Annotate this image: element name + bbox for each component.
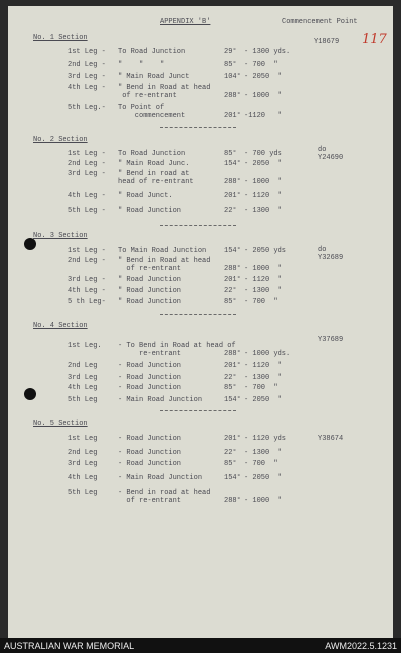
leg-distance: - 1300 ": [244, 374, 282, 382]
leg-number: 3rd Leg -: [68, 276, 106, 284]
leg-bearing: 288°: [224, 92, 241, 100]
leg-distance: - 1000 ": [244, 178, 282, 186]
leg-number: 1st Leg -: [68, 150, 106, 158]
leg-distance: - 2050 ": [244, 474, 282, 482]
section-title: No. 4 Section: [33, 322, 88, 330]
leg-bearing: 85°: [224, 150, 237, 158]
leg-number: 1st Leg -: [68, 247, 106, 255]
leg-distance: - 700 ": [244, 384, 278, 392]
leg-bearing: 201°: [224, 112, 241, 120]
leg-distance: - 1000 ": [244, 265, 282, 273]
leg-bearing: 201°: [224, 435, 241, 443]
leg-destination: - Main Road Junction: [118, 474, 203, 482]
leg-number: 2nd Leg -: [68, 61, 106, 69]
leg-destination: " Road Junction: [118, 287, 182, 295]
section-ref: Y38674: [318, 435, 344, 443]
footer-accession-number: AWM2022.5.1231: [325, 641, 397, 651]
section-title: No. 2 Section: [33, 136, 88, 144]
leg-distance: - 1300 ": [244, 287, 282, 295]
leg-bearing: 22°: [224, 287, 237, 295]
leg-number: 3rd Leg: [68, 374, 98, 382]
leg-destination: - Main Road Junction: [118, 396, 203, 404]
leg-bearing: 288°: [224, 350, 241, 358]
leg-bearing: 29°: [224, 48, 237, 56]
leg-number: 2nd Leg -: [68, 257, 106, 265]
leg-bearing: 85°: [224, 298, 237, 306]
leg-number: 3rd Leg: [68, 460, 98, 468]
leg-distance: - 1120 yds: [244, 435, 287, 443]
leg-distance: - 700 yds: [244, 150, 282, 158]
appendix-title: APPENDIX 'B': [160, 18, 211, 26]
leg-number: 5th Leg: [68, 489, 98, 497]
leg-bearing: 154°: [224, 396, 241, 404]
leg-bearing: 85°: [224, 61, 237, 69]
leg-bearing: 154°: [224, 247, 241, 255]
leg-destination: " Road Junction: [118, 298, 182, 306]
commencement-ref: Y18679: [314, 38, 340, 46]
leg-distance: - 1000 ": [244, 92, 282, 100]
leg-bearing: 201°: [224, 276, 241, 284]
section-title: No. 5 Section: [33, 420, 88, 428]
leg-distance: - 2050 ": [244, 396, 282, 404]
leg-destination: - Road Junction: [118, 374, 182, 382]
leg-number: 4th Leg: [68, 474, 98, 482]
leg-distance: -1120 ": [244, 112, 282, 120]
leg-number: 5th Leg: [68, 396, 98, 404]
leg-destination: - Road Junction: [118, 435, 182, 443]
leg-distance: - 1120 ": [244, 192, 282, 200]
leg-number: 1st Leg.: [68, 342, 102, 350]
leg-bearing: 85°: [224, 460, 237, 468]
leg-destination: " " ": [118, 61, 165, 69]
section-divider: [160, 127, 236, 128]
footer-bar: [0, 638, 401, 653]
leg-number: 3rd Leg -: [68, 170, 106, 178]
leg-destination: To Road Junction: [118, 150, 186, 158]
leg-distance: - 700 ": [244, 61, 278, 69]
leg-number: 2nd Leg -: [68, 160, 106, 168]
leg-bearing: 288°: [224, 497, 241, 505]
leg-destination: - Bend in road at head of re-entrant: [118, 489, 211, 505]
leg-distance: - 1300 yds.: [244, 48, 291, 56]
leg-destination: - To Bend in Road at head of re-entrant: [118, 342, 236, 358]
section-title: No. 3 Section: [33, 232, 88, 240]
leg-bearing: 154°: [224, 160, 241, 168]
section-ref: do Y32689: [318, 246, 344, 262]
leg-distance: - 1300 ": [244, 207, 282, 215]
section-title: No. 1 Section: [33, 34, 88, 42]
leg-bearing: 22°: [224, 374, 237, 382]
section-divider: [160, 225, 236, 226]
section-ref: Y37689: [318, 336, 344, 344]
leg-bearing: 154°: [224, 474, 241, 482]
leg-destination: To Road Junction: [118, 48, 186, 56]
leg-distance: - 2050 yds: [244, 247, 287, 255]
leg-number: 2nd Leg: [68, 362, 98, 370]
leg-distance: - 2050 ": [244, 160, 282, 168]
leg-number: 1st Leg -: [68, 48, 106, 56]
section-divider: [160, 410, 236, 411]
leg-bearing: 104°: [224, 73, 241, 81]
leg-number: 2nd Leg: [68, 449, 98, 457]
punch-hole: [24, 388, 36, 400]
leg-destination: To Main Road Junction: [118, 247, 207, 255]
footer-institution: AUSTRALIAN WAR MEMORIAL: [4, 641, 135, 651]
leg-destination: - Road Junction: [118, 460, 182, 468]
leg-destination: " Bend in Road at head of re-entrant: [118, 257, 211, 273]
section-ref: do Y24690: [318, 146, 344, 162]
leg-destination: - Road Junction: [118, 449, 182, 457]
page-number-stamp: 117: [362, 32, 387, 47]
leg-destination: " Bend in road at head of re-entrant: [118, 170, 194, 186]
leg-number: 5th Leg.-: [68, 104, 106, 112]
leg-number: 4th Leg -: [68, 84, 106, 92]
commencement-label: Commencement Point: [282, 18, 358, 26]
leg-distance: - 1120 ": [244, 362, 282, 370]
leg-bearing: 201°: [224, 362, 241, 370]
leg-bearing: 288°: [224, 265, 241, 273]
leg-destination: " Road Junction: [118, 207, 182, 215]
leg-number: 4th Leg: [68, 384, 98, 392]
leg-destination: To Point of commencement: [118, 104, 186, 120]
leg-distance: - 1000 yds.: [244, 350, 291, 358]
leg-bearing: 22°: [224, 449, 237, 457]
section-divider: [160, 314, 236, 315]
leg-number: 3rd Leg -: [68, 73, 106, 81]
leg-bearing: 288°: [224, 178, 241, 186]
leg-distance: - 1000 ": [244, 497, 282, 505]
leg-bearing: 22°: [224, 207, 237, 215]
leg-bearing: 201°: [224, 192, 241, 200]
leg-number: 5 th Leg-: [68, 298, 106, 306]
leg-number: 5th Leg -: [68, 207, 106, 215]
leg-distance: - 2050 ": [244, 73, 282, 81]
leg-distance: - 1120 ": [244, 276, 282, 284]
leg-destination: " Road Junct.: [118, 192, 173, 200]
leg-bearing: 85°: [224, 384, 237, 392]
leg-number: 4th Leg -: [68, 192, 106, 200]
leg-distance: - 1300 ": [244, 449, 282, 457]
leg-number: 4th Leg -: [68, 287, 106, 295]
leg-destination: - Road Junction: [118, 362, 182, 370]
leg-destination: - Road Junction: [118, 384, 182, 392]
leg-destination: " Main Road Junc.: [118, 160, 190, 168]
leg-destination: " Bend in Road at head of re-entrant: [118, 84, 211, 100]
leg-distance: - 700 ": [244, 298, 278, 306]
leg-destination: " Main Road Junct: [118, 73, 190, 81]
leg-destination: " Road Junction: [118, 276, 182, 284]
leg-number: 1st Leg: [68, 435, 98, 443]
leg-distance: - 700 ": [244, 460, 278, 468]
